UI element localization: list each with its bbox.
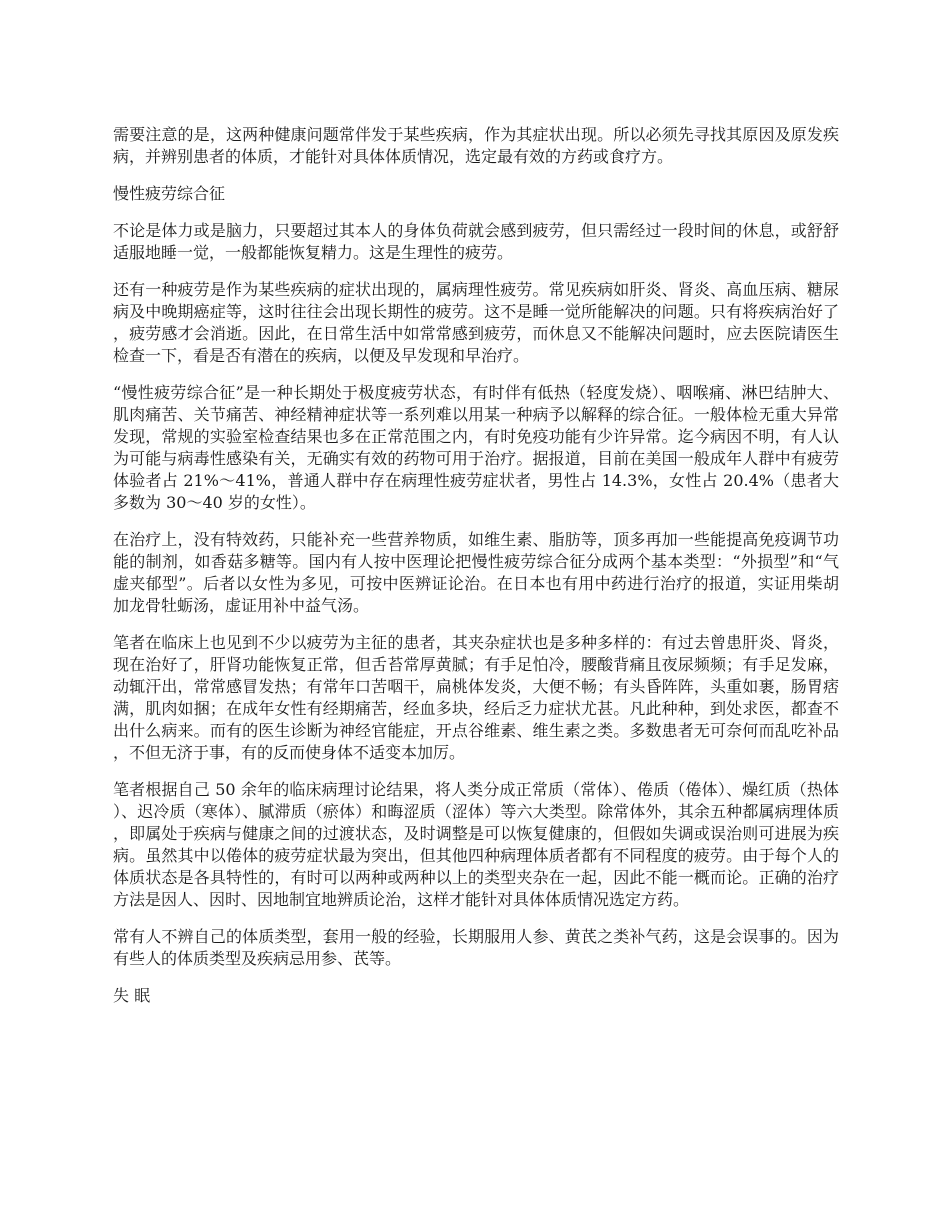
paragraph-treatment: 在治疗上，没有特效药，只能补充一些营养物质，如维生素、脂肪等，顶多再加一些能提高免疫调节功能的制剂，如香菇多糖等。国内有人按中医理论把慢性疲劳综合征分成两个基本类型：“外损型”和“气虚夹郁型”。后者以女性为多见，可按中医辨证论治。在日本也有用中药进行治疗的报道，实证用柴胡加龙骨牡蛎汤，虚证用补中益气汤。 (113, 530, 839, 615)
document-page (113, 124, 839, 1022)
paragraph-physiological-fatigue: 不论是体力或是脑力，只要超过其本人的身体负荷就会感到疲劳，但只需经过一段时间的休息，或舒舒适服地睡一觉，一般都能恢复精力。这是生理性的疲劳。 (113, 221, 839, 262)
paragraph-pathological-fatigue: 还有一种疲劳是作为某些疾病的症状出现的，属病理性疲劳。常见疾病如肝炎、肾炎、高血压病、糖尿病及中晚期癌症等，这时往往会出现长期性的疲劳。这不是睡一觉所能解决的问题。只有将疾病治好了，疲劳感才会消逝。因此，在日常生活中如常常感到疲劳，而休息又不能解决问题时，应去医院请医生检查一下，看是否有潜在的疾病，以便及早发现和早治疗。 (113, 280, 839, 365)
paragraph-syndrome-definition: “慢性疲劳综合征”是一种长期处于极度疲劳状态，有时伴有低热（轻度发烧）、咽喉痛、淋巴结肿大、肌肉痛苦、关节痛苦、神经精神症状等一系列难以用某一种病予以解释的综合征。一般体检无重大异常发现，常规的实验室检查结果也多在正常范围之内，有时免疫功能有少许异常。迄今病因不明，有人认为可能与病毒性感染有关，无确实有效的药物可用于治疗。据报道，目前在美国一般成年人群中有疲劳体验者占 21%～41%，普通人群中存在病理性疲劳症状者，男性占 14.3%，女性占 20.4%（患者大多数为 30～40 岁的女性）。 (113, 383, 839, 512)
section-heading-insomnia: 失 眠 (113, 986, 151, 1005)
paragraph-intro: 需要注意的是，这两种健康问题常伴发于某些疾病，作为其症状出现。所以必须先寻找其原因及原发疾病，并辨别患者的体质，才能针对具体体质情况，选定最有效的方药或食疗方。 (113, 125, 839, 166)
paragraph-constitution-types: 笔者根据自己 50 余年的临床病理讨论结果，将人类分成正常质（常体）、倦质（倦体）、燥红质（热体）、迟冷质（寒体）、腻滞质（瘀体）和晦涩质（涩体）等六大类型。除常体外，其余五种都属病理体质，即属处于疾病与健康之间的过渡状态，及时调整是可以恢复健康的，但假如失调或误治则可进展为疾病。虽然其中以倦体的疲劳症状最为突出，但其他四种病理体质者都有不同程度的疲劳。由于每个人的体质状态是各具特性的，有时可以两种或两种以上的类型夹杂在一起，因此不能一概而论。正确的治疗方法是因人、因时、因地制宜地辨质论治，这样才能针对具体体质情况选定方药。 (113, 780, 839, 909)
section-heading-chronic-fatigue: 慢性疲劳综合征 (113, 184, 226, 203)
paragraph-tonic-warning: 常有人不辨自己的体质类型，套用一般的经验，长期服用人参、黄芪之类补气药，这是会误事的。因为有些人的体质类型及疾病忌用参、芪等。 (113, 927, 839, 968)
paragraph-clinical-observations: 笔者在临床上也见到不少以疲劳为主征的患者，其夹杂症状也是多种多样的：有过去曾患肝炎、肾炎，现在治好了，肝肾功能恢复正常，但舌苔常厚黄腻；有手足怕冷，腰酸背痛且夜尿频频；有手足发麻，动辄汗出，常常感冒发热；有常年口苦咽干，扁桃体发炎，大便不畅；有头昏阵阵，头重如裹，肠胃痞满，肌肉如捆；在成年女性有经期痛苦，经血多块，经后乏力症状尤甚。凡此种种，到处求医，都查不出什么病来。而有的医生诊断为神经官能症，开点谷维素、维生素之类。多数患者无可奈何而乱吃补品，不但无济于事，有的反而使身体不适变本加厉。 (113, 633, 839, 762)
